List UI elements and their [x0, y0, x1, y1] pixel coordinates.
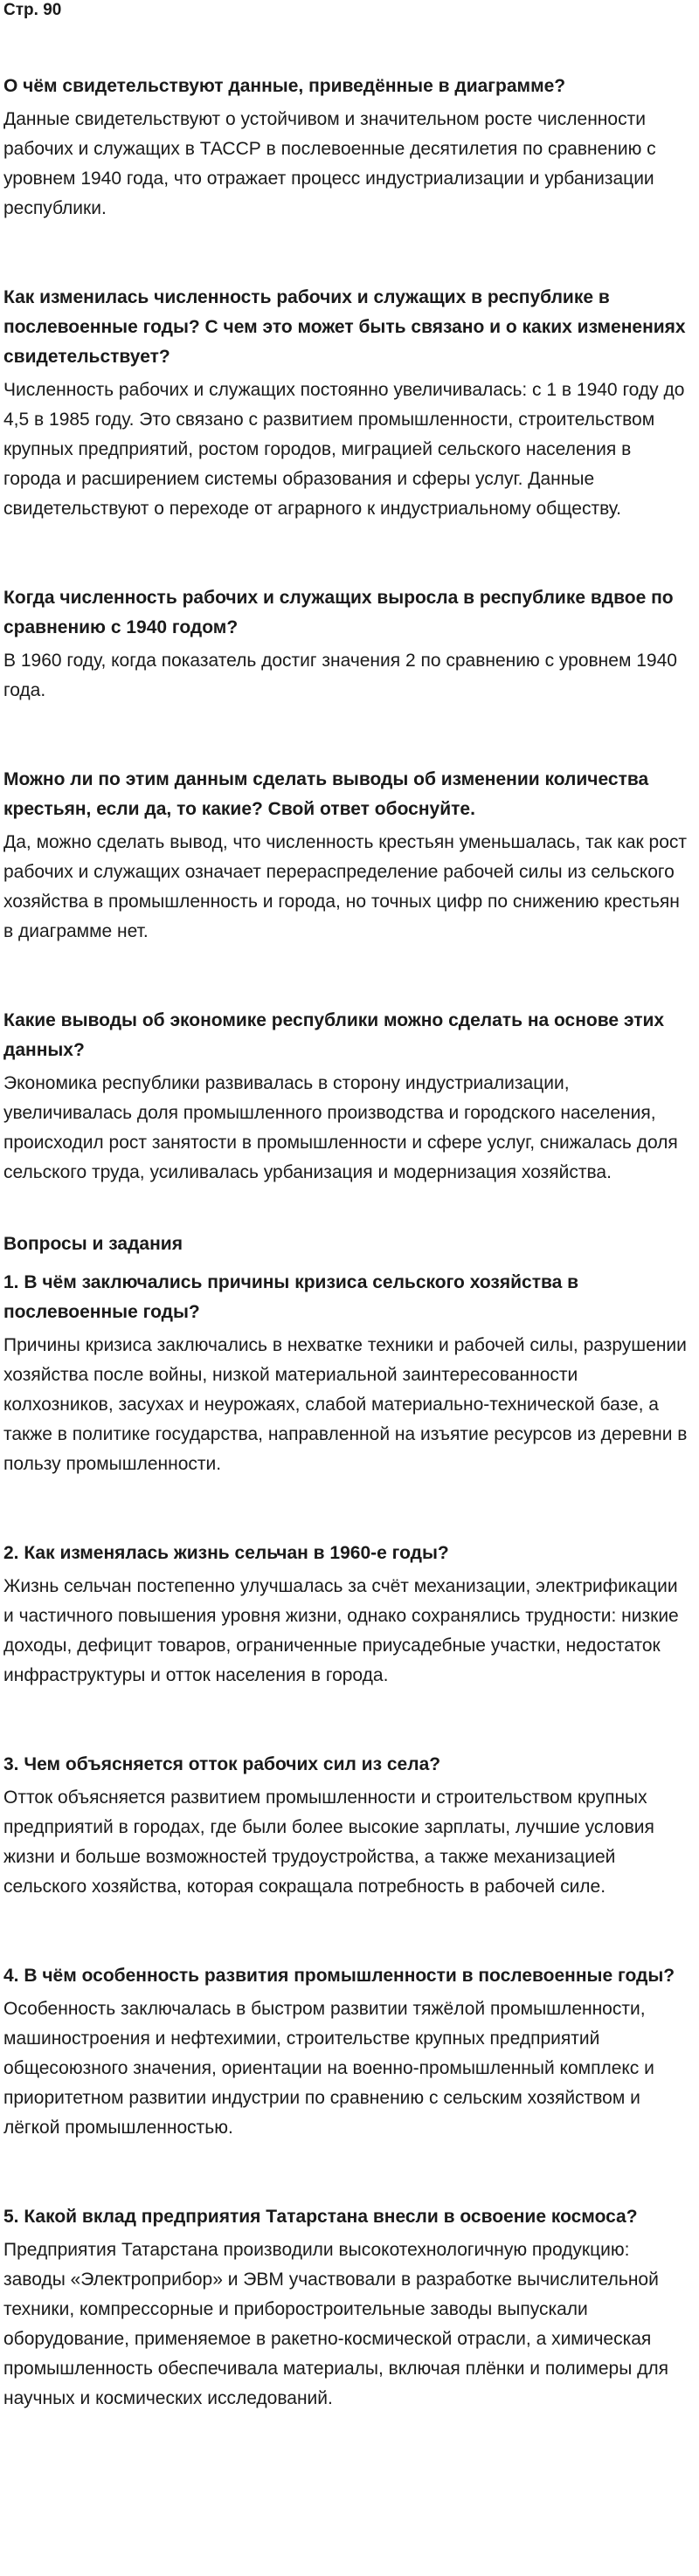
answer: Данные свидетельствуют о устойчивом и значительном росте численности рабочих и служащих в ТАССР в послевоенные десятилетия по сравнению с уровнем 1940 года, что отражает процесс индустриализации и урбанизации республики.	[3, 109, 656, 218]
qa-block	[3, 765, 689, 947]
qa-block	[3, 72, 689, 224]
question: О чём свидетельствуют данные, приведённые в диаграмме?	[3, 76, 566, 96]
task-block	[3, 1961, 689, 2143]
task-question: 1. В чём заключались причины кризиса сельского хозяйства в послевоенные годы?	[3, 1272, 579, 1322]
task-block	[3, 1268, 689, 1479]
tasks	[3, 1268, 689, 2414]
task-block	[3, 1750, 689, 1902]
question: Можно ли по этим данным сделать выводы об изменении количества крестьян, если да, то какие? Свой ответ обоснуйте.	[3, 769, 649, 819]
task-answer: Отток объясняется развитием промышленности и строительством крупных предприятий в городах, где были более высокие зарплаты, лучшие условия жизни и больше возможностей трудоустройства, а также механизацией сельского хозяйства, которая сокращала потребность в рабочей силе.	[3, 1787, 654, 1897]
qa-block	[3, 1006, 689, 1188]
task-answer: Причины кризиса заключались в нехватке техники и рабочей силы, разрушении хозяйства после войны, низкой материальной заинтересованности колхозников, засухах и неурожаях, слабой материально-технической базе, а также в политике государства, направленной на изъятие ресурсов из деревни в пользу промышленности.	[3, 1335, 688, 1474]
section-heading: Вопросы и задания	[3, 1234, 183, 1254]
task-question: 2. Как изменялась жизнь сельчан в 1960-е годы?	[3, 1543, 449, 1563]
task-answer: Особенность заключалась в быстром развитии тяжёлой промышленности, машиностроения и нефтехимии, строительстве крупных предприятий общесоюзного значения, ориентации на военно-промышленный комплекс и приоритетном развитии индустрии по сравнению с сельским хозяйством и лёгкой промышленностью.	[3, 1999, 654, 2138]
qa-block	[3, 583, 689, 706]
question: Какие выводы об экономике республики можно сделать на основе этих данных?	[3, 1010, 665, 1060]
task-answer: Предприятия Татарстана производили высокотехнологичную продукцию: заводы «Электроприбор» и ЭВМ участвовали в разработке вычислительной техники, компрессорные и приборостроительные заводы выпускали оборудование, применяемое в ракетно-космической отрасли, а химическая промышленность обеспечивала материалы, включая плёнки и полимеры для научных и космических исследований.	[3, 2240, 669, 2408]
task-question: 4. В чём особенность развития промышленности в послевоенные годы?	[3, 1966, 675, 1986]
qa-block	[3, 283, 689, 524]
answer: Да, можно сделать вывод, что численность крестьян уменьшалась, так как рост рабочих и служащих означает перераспределение рабочей силы из сельского хозяйства в промышленность и города, но точных цифр по снижению крестьян в диаграмме нет.	[3, 832, 688, 941]
task-block	[3, 1539, 689, 1691]
task-question: 5. Какой вклад предприятия Татарстана внесли в освоение космоса?	[3, 2207, 638, 2227]
page-title: Стр. 90	[3, 1, 62, 19]
answer: Численность рабочих и служащих постоянно увеличивалась: с 1 в 1940 году до 4,5 в 1985 году. Это связано с развитием промышленности, строительством крупных предприятий, ростом городов, миграцией сельского населения в города и расширением системы образования и сферы услуг. Данные свидетельствуют о переходе от аграрного к индустриальному обществу.	[3, 380, 685, 519]
task-block	[3, 2202, 689, 2414]
question: Когда численность рабочих и служащих выросла в республике вдвое по сравнению с 1940 годом?	[3, 588, 674, 637]
task-answer: Жизнь сельчан постепенно улучшалась за счёт механизации, электрификации и частичного повышения уровня жизни, однако сохранялись трудности: низкие доходы, дефицит товаров, ограниченные приусадебные участки, недостаток инфраструктуры и отток населения в города.	[3, 1576, 679, 1685]
answer: Экономика республики развивалась в сторону индустриализации, увеличивалась доля промышленного производства и городского населения, происходил рост занятости в промышленности и сфере услуг, снижалась доля сельского труда, усиливалась урбанизация и модернизация хозяйства.	[3, 1073, 678, 1182]
task-question: 3. Чем объясняется отток рабочих сил из села?	[3, 1754, 441, 1774]
question: Как изменилась численность рабочих и служащих в республике в послевоенные годы? С чем это может быть связано и о каких изменениях свидетельствует?	[3, 287, 686, 367]
answer: В 1960 году, когда показатель достиг значения 2 по сравнению с уровнем 1940 года.	[3, 651, 677, 700]
diagram-questions	[3, 72, 689, 1188]
